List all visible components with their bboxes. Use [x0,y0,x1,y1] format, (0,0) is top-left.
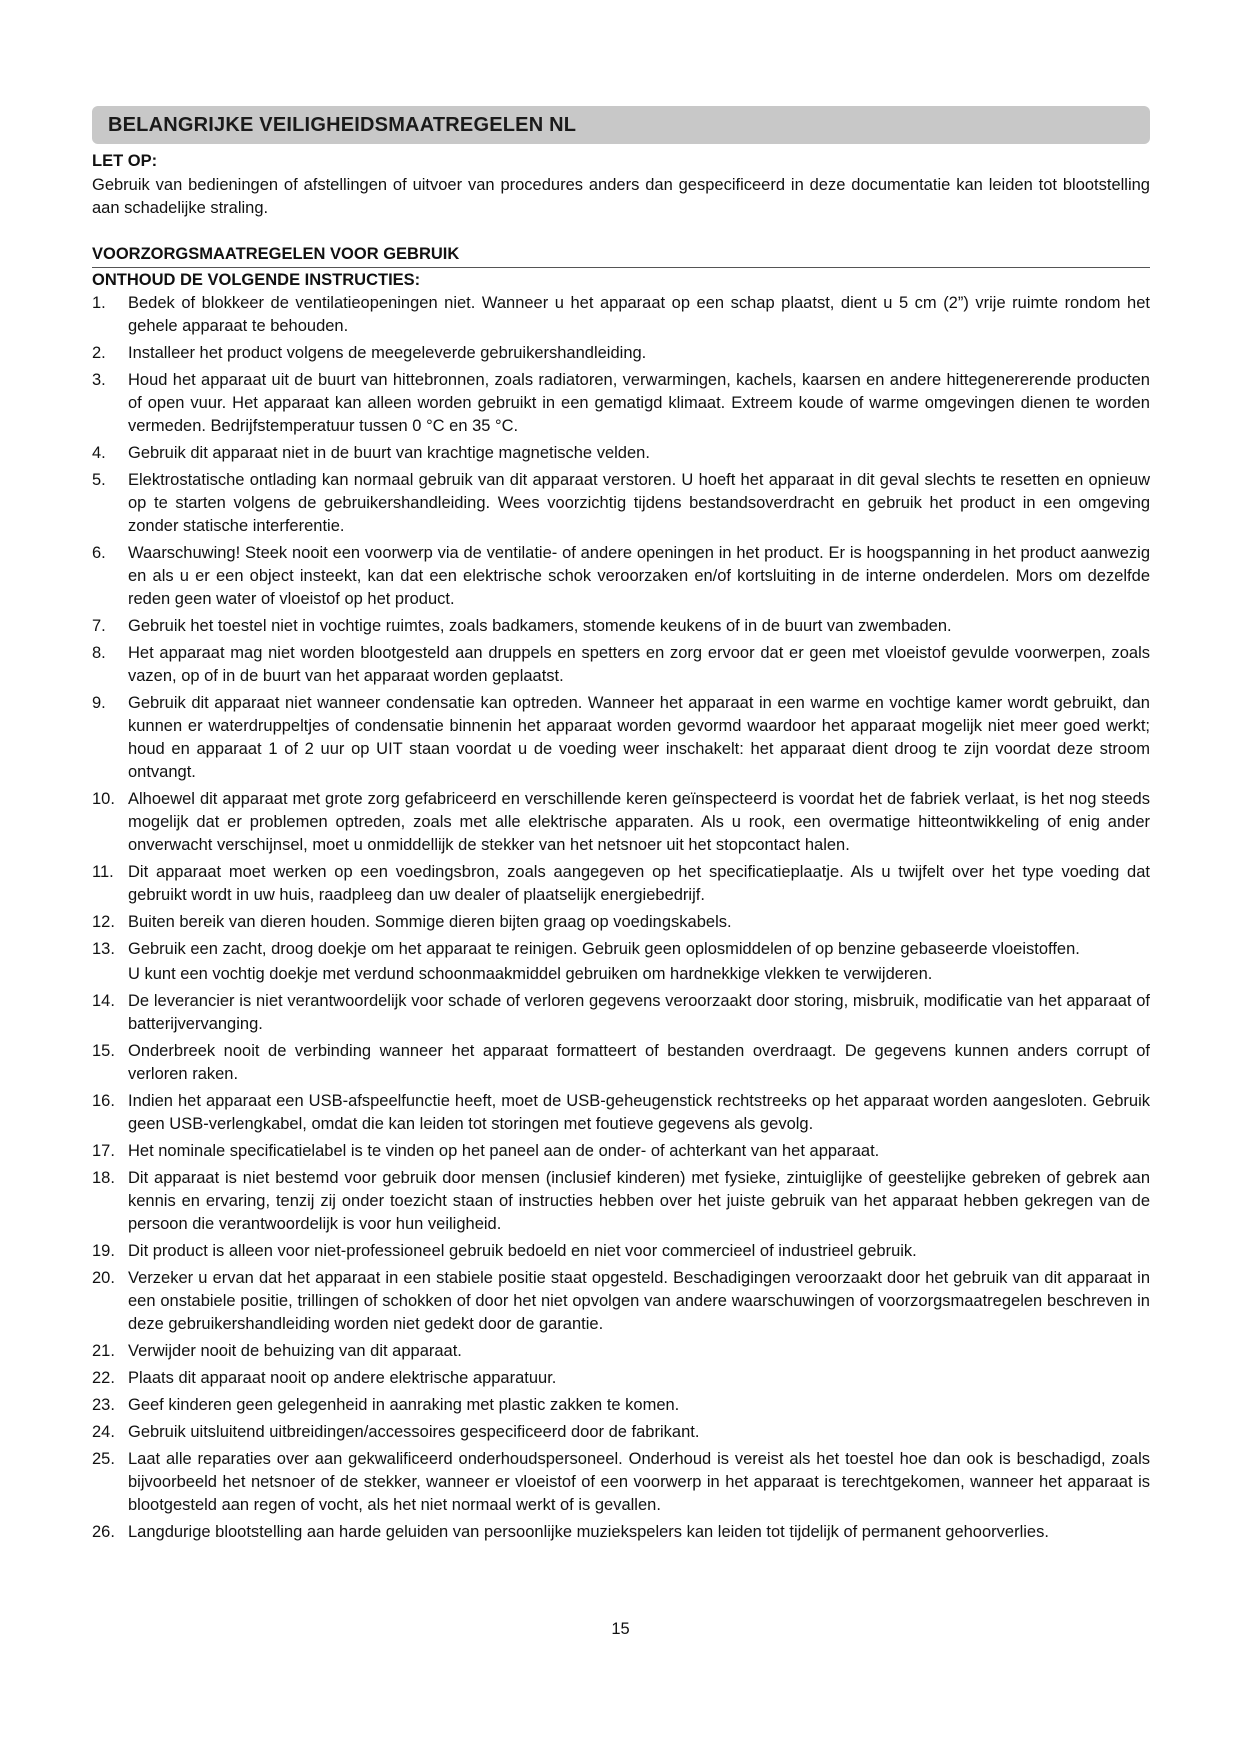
list-item [92,1421,1150,1444]
item-text: Houd het apparaat uit de buurt van hittebronnen, zoals radiatoren, verwarmingen, kachels, kaarsen en andere hittegenererende producten of open vuur. Het apparaat kan alleen worden gebruikt in een gematigd klimaat. Extreem koude of warme omgevingen dienen te worden vermeden. Bedrijfstemperatuur tussen 0 °C en 35 °C. [128,371,1150,435]
item-number: 18. [92,1169,115,1187]
list-item [92,1040,1150,1086]
item-body [128,692,1150,784]
item-text: Het nominale specificatielabel is te vinden op het paneel aan de onder- of achterkant van het apparaat. [128,1142,880,1160]
list-item [92,342,1150,365]
item-body [128,542,1150,611]
item-body [128,938,1150,986]
item-text: Buiten bereik van dieren houden. Sommige dieren bijten graag op voedingskabels. [128,913,732,931]
list-item [92,369,1150,438]
item-text: Dit apparaat moet werken op een voedingsbron, zoals aangegeven op het specificatieplaatje. Als u twijfelt over het type voeding dat gebruikt wordt in uw huis, raadpleeg dan uw dealer of plaatselijk energiebedrijf. [128,863,1150,904]
item-body [128,990,1150,1036]
list-item [92,642,1150,688]
item-body [128,369,1150,438]
list-item [92,911,1150,934]
item-text: Verwijder nooit de behuizing van dit apparaat. [128,1342,462,1360]
instructions-list [92,292,1150,1544]
item-text: Waarschuwing! Steek nooit een voorwerp via de ventilatie- of andere openingen in het product. Er is hoogspanning in het product aanwezig en als u er een object insteekt, kan dat een elektrische schok veroorzaken en/of kortsluiting in de interne onderdelen. Mors om dezelfde reden geen water of vloeistof op het product. [128,544,1150,608]
list-item [92,1448,1150,1517]
item-body [128,469,1150,538]
item-body [128,911,1150,934]
item-number: 6. [92,544,106,562]
instructions-subtitle: ONTHOUD DE VOLGENDE INSTRUCTIES: [92,271,421,289]
item-body [128,342,1150,365]
item-text: Het apparaat mag niet worden blootgesteld aan druppels en spetters en zorg ervoor dat er geen met vloeistof gevulde voorwerpen, zoals vazen, op of in de buurt van het apparaat worden geplaatst. [128,644,1150,685]
item-body [128,1167,1150,1236]
item-body [128,1267,1150,1336]
list-item [92,1394,1150,1417]
item-body [128,1090,1150,1136]
item-text: Dit product is alleen voor niet-professioneel gebruik bedoeld en niet voor commercieel of industrieel gebruik. [128,1242,917,1260]
item-text: Bedek of blokkeer de ventilatieopeningen niet. Wanneer u het apparaat op een schap plaatst, dient u 5 cm (2”) vrije ruimte rondom het gehele apparaat te behouden. [128,294,1150,335]
item-number: 14. [92,992,115,1010]
list-item [92,1267,1150,1336]
item-body [128,615,1150,638]
list-item [92,1090,1150,1136]
list-item [92,1240,1150,1263]
notice-text: Gebruik van bedieningen of afstellingen of uitvoer van procedures anders dan gespecificeerd in deze documentatie kan leiden tot blootstelling aan schadelijke straling. [92,176,1150,217]
item-text: De leverancier is niet verantwoordelijk voor schade of verloren gegevens veroorzaakt door storing, misbruik, modificatie van het apparaat of batterijvervanging. [128,992,1150,1033]
list-item [92,861,1150,907]
item-text: Alhoewel dit apparaat met grote zorg gefabriceerd en verschillende keren geïnspecteerd is voordat het de fabriek verlaat, is het nog steeds mogelijk dat er problemen optreden, zoals met alle elektrische apparaten. Als u rook, een overmatige hitteontwikkeling of enig ander onverwacht verschijnsel, moet u onmiddellijk de stekker van het netsnoer uit het stopcontact halen. [128,790,1150,854]
list-item [92,692,1150,784]
item-text: Langdurige blootstelling aan harde geluiden van persoonlijke muziekspelers kan leiden tot tijdelijk of permanent gehoorverlies. [128,1523,1049,1541]
item-number: 19. [92,1242,115,1260]
item-body [128,292,1150,338]
item-body [128,1367,1150,1390]
item-text: Dit apparaat is niet bestemd voor gebruik door mensen (inclusief kinderen) met fysieke, zintuiglijke of geestelijke gebreken of gebrek aan kennis en ervaring, tenzij zij onder toezicht staan of instructies hebben over het juiste gebruik van het apparaat hebben gekregen van de persoon die verantwoordelijk is voor hun veiligheid. [128,1169,1150,1233]
list-item [92,542,1150,611]
item-number: 11. [92,863,114,881]
item-text: Gebruik een zacht, droog doekje om het apparaat te reinigen. Gebruik geen oplosmiddelen of op benzine gebaseerde vloeistoffen. [128,940,1080,958]
item-body [128,1421,1150,1444]
item-text: Gebruik uitsluitend uitbreidingen/accessoires gespecificeerd door de fabrikant. [128,1423,700,1441]
section-title: BELANGRIJKE VEILIGHEIDSMAATREGELEN NL [108,113,577,136]
item-number: 1. [92,294,106,312]
list-item [92,938,1150,986]
item-number: 9. [92,694,106,712]
list-item [92,1521,1150,1544]
item-number: 17. [92,1142,115,1160]
item-number: 25. [92,1450,115,1468]
item-number: 20. [92,1269,115,1287]
item-text: Onderbreek nooit de verbinding wanneer het apparaat formatteert of bestanden overdraagt. De gegevens kunnen anders corrupt of verloren raken. [128,1042,1150,1083]
item-number: 22. [92,1369,115,1387]
item-number: 10. [92,790,115,808]
item-text: Gebruik het toestel niet in vochtige ruimtes, zoals badkamers, stomende keukens of in de buurt van zwembaden. [128,617,952,635]
list-item [92,442,1150,465]
item-body [128,1521,1150,1544]
list-item [92,990,1150,1036]
item-number: 24. [92,1423,115,1441]
item-number: 13. [92,940,115,958]
item-number: 8. [92,644,106,662]
list-item [92,1340,1150,1363]
list-item [92,1140,1150,1163]
item-number: 23. [92,1396,115,1414]
item-number: 7. [92,617,106,635]
list-item [92,469,1150,538]
item-number: 15. [92,1042,115,1060]
item-body [128,1394,1150,1417]
item-number: 2. [92,344,106,362]
item-body [128,1140,1150,1163]
item-text: Verzeker u ervan dat het apparaat in een stabiele positie staat opgesteld. Beschadigingen veroorzaakt door het gebruik van dit apparaat in een onstabiele positie, trillingen of schokken of door het niet opvolgen van andere waarschuwingen of voorzorgsmaatregelen beschreven in deze gebruikershandleiding worden niet gedekt door de garantie. [128,1269,1150,1333]
item-text: Gebruik dit apparaat niet wanneer condensatie kan optreden. Wanneer het apparaat in een warme en vochtige kamer wordt gebruikt, dan kunnen er waterdruppeltjes of condensatie binnenin het apparaat worden gevormd waardoor het apparaat mogelijk niet meer goed werkt; houd en apparaat 1 of 2 uur op UIT staan voordat u de voeding weer inschakelt: het apparaat dient droog te zijn voordat deze stroom ontvangt. [128,694,1150,781]
item-number: 26. [92,1523,115,1541]
item-body [128,1040,1150,1086]
item-body [128,1240,1150,1263]
item-extra-text: U kunt een vochtig doekje met verdund schoonmaakmiddel gebruiken om hardnekkige vlekken te verwijderen. [128,965,933,983]
item-text: Installeer het product volgens de meegeleverde gebruikershandleiding. [128,344,647,362]
item-body [128,442,1150,465]
item-text: Gebruik dit apparaat niet in de buurt van krachtige magnetische velden. [128,444,650,462]
item-body [128,642,1150,688]
list-item [92,1367,1150,1390]
item-text: Plaats dit apparaat nooit op andere elektrische apparatuur. [128,1369,557,1387]
item-number: 4. [92,444,106,462]
list-item [92,292,1150,338]
item-body [128,1340,1150,1363]
item-body [128,788,1150,857]
item-text: Elektrostatische ontlading kan normaal gebruik van dit apparaat verstoren. U hoeft het apparaat in dit geval slechts te resetten en opnieuw op te starten volgens de gebruikershandleiding. Wees voorzichtig tijdens bestandsoverdracht en gebruik het product in een omgeving zonder statische interferentie. [128,471,1150,535]
item-body [128,1448,1150,1517]
list-item [92,788,1150,857]
item-text: Laat alle reparaties over aan gekwalificeerd onderhoudspersoneel. Onderhoud is vereist als het toestel hoe dan ook is beschadigd, zoals bijvoorbeeld het netsnoer of de stekker, wanneer er vloeistof of een voorwerp in het apparaat is terechtgekomen, wanneer het apparaat is blootgesteld aan regen of vocht, als het niet normaal werkt of is gevallen. [128,1450,1150,1514]
item-number: 12. [92,913,115,931]
precautions-title: VOORZORGSMAATREGELEN VOOR GEBRUIK [92,245,1150,268]
item-number: 5. [92,471,106,489]
item-body [128,861,1150,907]
section-header [92,106,1150,144]
list-item [92,1167,1150,1236]
notice-label: LET OP: [92,152,158,170]
item-text: Indien het apparaat een USB-afspeelfunctie heeft, moet de USB-geheugenstick rechtstreeks op het apparaat worden aangesloten. Gebruik geen USB-verlengkabel, omdat die kan leiden tot storingen met foutieve gegevens als gevolg. [128,1092,1150,1133]
list-item [92,615,1150,638]
item-number: 16. [92,1092,115,1110]
item-number: 3. [92,371,106,389]
item-number: 21. [92,1342,115,1360]
item-text: Geef kinderen geen gelegenheid in aanraking met plastic zakken te komen. [128,1396,680,1414]
page-number: 15 [611,1620,630,1638]
document-page [92,106,1150,1548]
